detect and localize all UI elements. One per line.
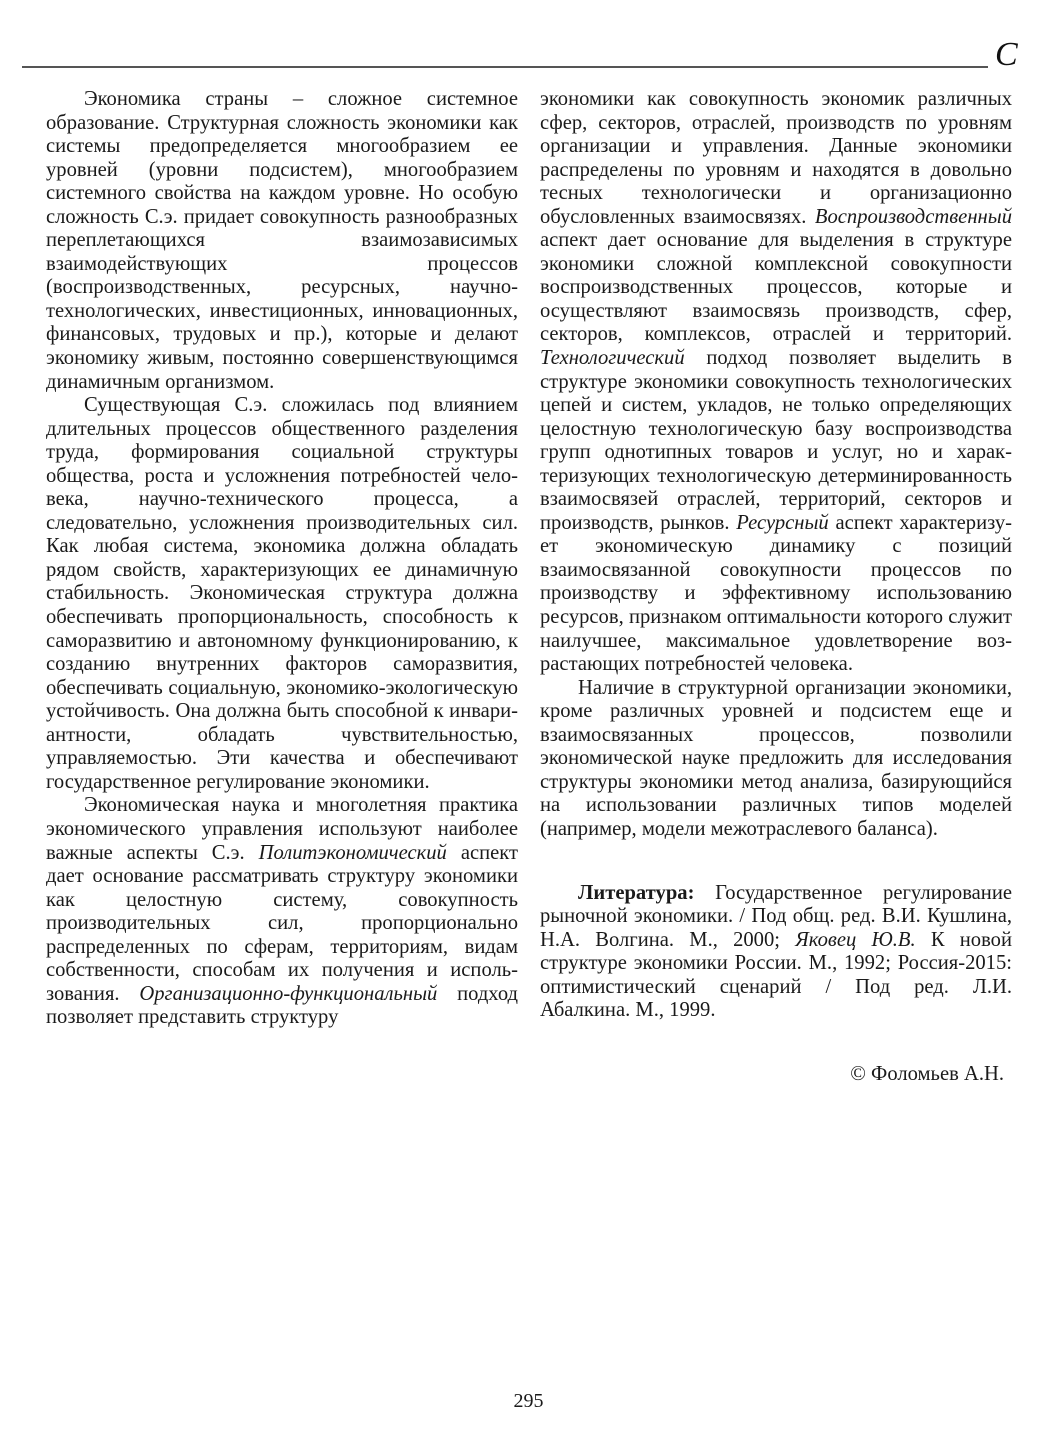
- header-rule: [22, 66, 988, 68]
- copyright: © Фоломьев А.Н.: [850, 1062, 1004, 1085]
- left-column: [46, 88, 518, 1030]
- page-number: 295: [513, 1390, 544, 1412]
- paragraph: Наличие в структурной организации экономики, кроме различных уровней и подсистем еще и взаимосвязанных процессов, позволили экономической науке предложить для исследования структуры экономики метод анализа, базирующийся на использовании различных типов моделей (например, модели межотраслевого баланса).: [540, 676, 1012, 840]
- paragraph: Экономическая наука и многолетняя практика экономического управления используют наиболее важные аспекты С.э. Политэкономический аспект дает основание рассматривать структуру экономики как целостную систему, совокупность производительных сил, пропорционально распределенных по сферам, территориям, видам собственности, способам их получения и использования. Организационно-функциональный подход позволяет представить структуру: [46, 794, 519, 1029]
- italic-term: Ресурсный: [736, 511, 829, 534]
- right-column: [540, 88, 1012, 1086]
- paragraph: Экономика страны – сложное системное образование. Структурная сложность экономики как системы предопределяется многообразием ее уровней (уровни подсистем), многообразием системного свойства на каждом уровне. Но особую сложность С.э. придает совокупность разнообразных переплетающихся взаимозависимых взаимодействующих процессов (воспроизводственных, ресурсных, научно-технологических, инвестиционных, инновационных, финансовых, трудовых и пр.), которые и делают экономику живым, постоянно совершенствующимся динамичным организмом.: [46, 88, 518, 393]
- section-letter: С: [995, 36, 1018, 73]
- paragraph: экономики как совокупность экономик различных сфер, секторов, отраслей, производств по уровням организации и управления. Данные экономики распределены по уровням и находятся в довольно тесных технологически и организационно обусловленных взаимосвязях. Воспроизводственный аспект дает основание для выделения в структуре экономики сложной комплексной совокупности воспроизводственных процессов, которые и осуществляют взаимосвязь производств, сфер, секторов, комплексов, отраслей и территорий. Технологический подход позволяет выделить в структуре экономики совокупность технологических цепей и систем, укладов, не только определяющих целостную технологическую базу воспроизводства групп однотипных товаров и услуг, но и характеризующих технологическую детерминированность взаимосвязей отраслей, территорий, секторов и производств, рынков. Ресурсный аспект характеризует экономическую динамику с позиций взаимосвязанной совокупности процессов по производству и эффективному использованию ресурсов, признаком оптимальности которого служит наилучшее, максимальное удовлетворение возрастающих потребностей человека.: [540, 88, 1012, 676]
- literature: Литература: Государственное регулирование рыночной экономики. / Под общ. ред. В.И. Кушлина, Н.А. Волгина. М., 2000; Яковец Ю.В. К новой структуре экономики России. М., 1992; Россия-2015: оптимистический сценарий / Под ред. Л.И. Абалкина. М., 1999.: [540, 881, 1012, 1022]
- italic-term: Политэкономический: [258, 841, 447, 864]
- paragraph: Существующая С.э. сложилась под влиянием длительных процессов общественного разделения труда, формирования социальной структуры общества, роста и усложнения потребностей человека, научно-технического процесса, а следовательно, усложнения производительных сил. Как любая система, экономика должна обладать рядом свойств, характеризующих ее динамичную стабильность. Экономическая структура должна обеспечивать пропорциональность, способность к саморазвитию и автономному функционированию, к созданию внутренних факторов саморазвития, обеспечивать социальную, экономико-экологическую устойчивость. Она должна быть способной к инвариантности, обладать чувствительностью, управляемостью. Эти качества и обеспечивают государственное регулирование экономики.: [46, 394, 518, 793]
- literature-label: Литература:: [578, 881, 695, 904]
- author-name: Яковец Ю.В.: [795, 928, 916, 951]
- italic-term: Технологический: [540, 347, 685, 370]
- italic-term: Воспроизводственный: [814, 205, 1012, 228]
- italic-term: Организационно-функциональный: [139, 982, 438, 1005]
